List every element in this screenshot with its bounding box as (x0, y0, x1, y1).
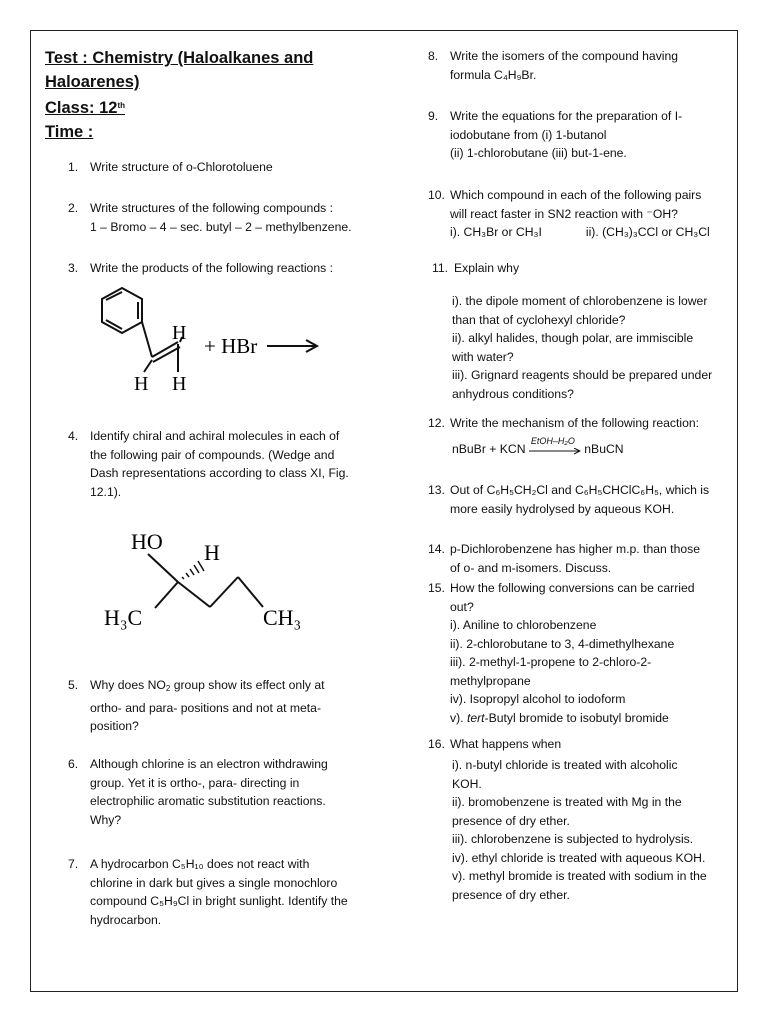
question-11-parts: i). the dipole moment of chlorobenzene is lower than that of cyclohexyl chloride? ii). alkyl halides, though polar, are immiscible with water? iii). Grignard reagents should be prepared under anhydrous conditions? (452, 294, 713, 401)
reaction-conditions: EtOH–H₂O (530, 435, 575, 446)
h-atom-left: H (134, 373, 149, 395)
time-label: Time : (45, 123, 94, 141)
class-label: Class: 12th (45, 99, 126, 117)
h-atom-top: H (172, 322, 187, 344)
test-header (45, 46, 313, 144)
h-atom-right: H (172, 373, 187, 395)
reaction-equation: nBuBr + KCN EtOH–H₂O nBuCN (452, 440, 624, 459)
methyl-right-label: CH₃ (263, 605, 302, 630)
reagent-hbr: + HBr (204, 334, 258, 358)
hydroxyl-label: HO (131, 529, 163, 554)
benzene-ring (102, 288, 142, 333)
styrene-reaction-figure (92, 282, 337, 404)
test-title-line1: Test : Chemistry (Haloalkanes and (45, 49, 314, 67)
bond-ring-vinyl (142, 322, 152, 357)
reaction-arrow (529, 448, 581, 456)
methyl-left-label: H₃C (104, 605, 143, 630)
test-title-line2: Haloarenes) (45, 73, 140, 91)
hydrogen-label: H (204, 540, 220, 565)
question-16-parts: i). n-butyl chloride is treated with alcoholic KOH. ii). bromobenzene is treated with Mg in the presence of dry ether. iii). chlorobenzene is subjected to hydrolysis. iv). ethyl chloride is treated with aqueous KOH. v). methyl bromide is treated with sodium in the presence of dry ether. (452, 758, 707, 902)
butan-2-ol-figure (98, 522, 338, 632)
